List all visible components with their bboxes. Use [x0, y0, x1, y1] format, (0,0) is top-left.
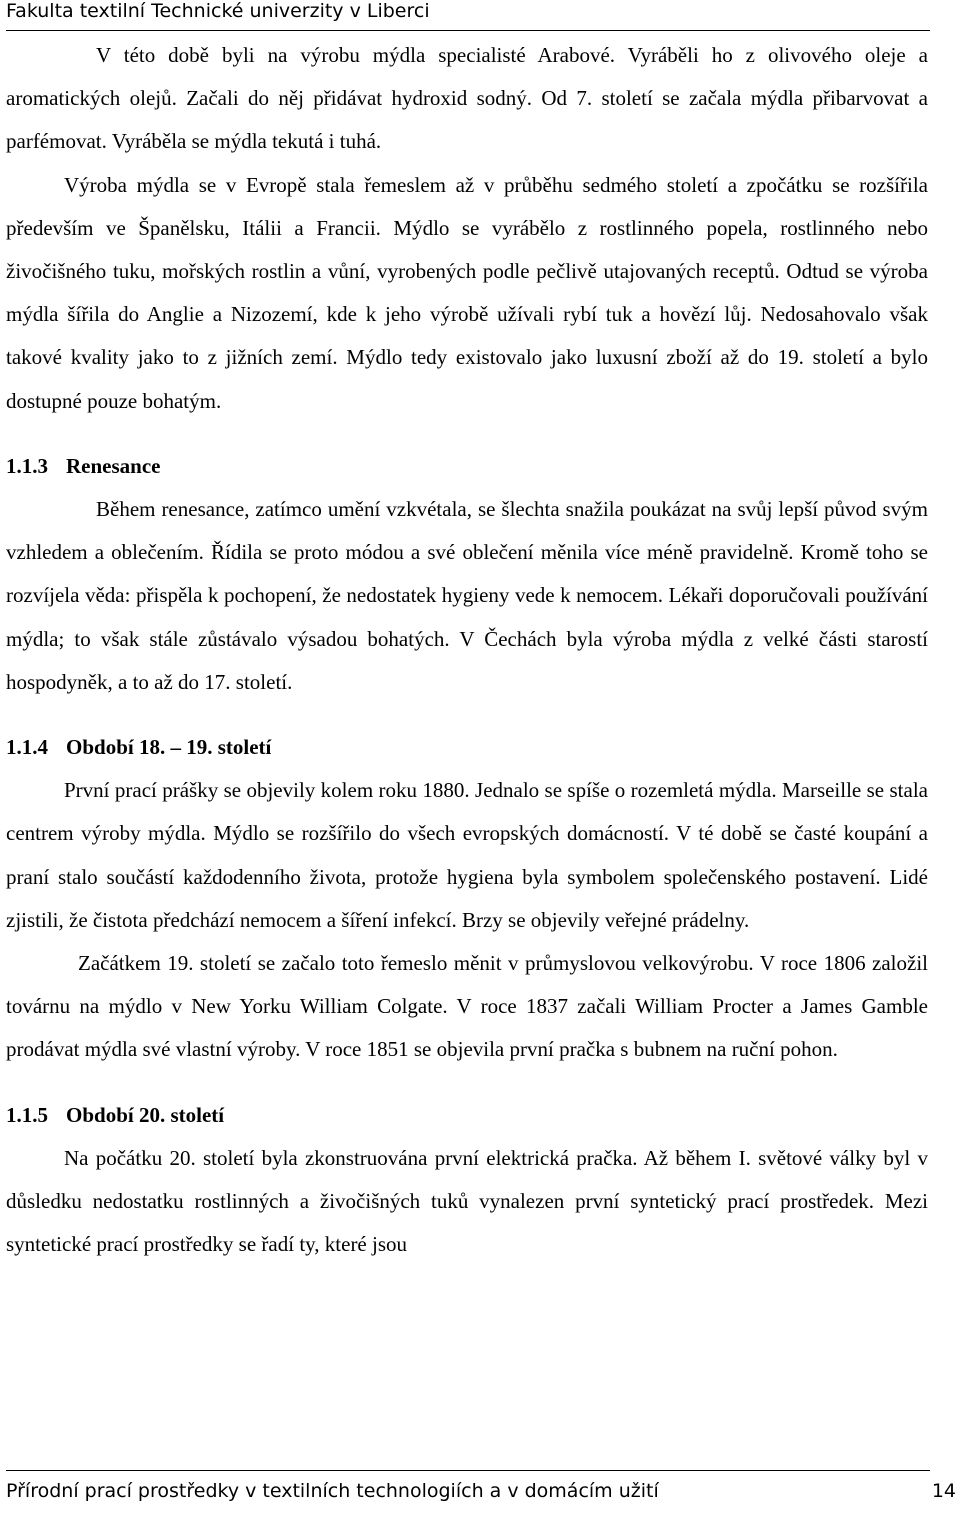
header-text: Fakulta textilní Technické univerzity v Liberci [6, 0, 430, 22]
paragraph-europe: Výroba mýdla se v Evropě stala řemeslem až v průběhu sedmého století a zpočátku se rozšířila především ve Španělsku, Itálii a Francii. Mýdlo se vyrábělo z rostlinného popela, rostlinného nebo živočišného tuku, mořských rostlin a vůní, vyrobených podle pečlivě utajovaných receptů. Odtud se výroba mýdla šířila do Anglie a Nizozemí, kde k jeho výrobě užívali rybí tuk a hovězí lůj. Nedosahovalo však takové kvality jako to z jižních zemí. Mýdlo tedy existovalo jako luxusní zboží až do 19. století a bylo dostupné pouze bohatým. [6, 172, 928, 413]
heading-20-century [6, 1094, 928, 1137]
heading-title: Období 18. – 19. století [66, 735, 272, 760]
running-footer [6, 1470, 956, 1503]
paragraph-washing-powders: První prací prášky se objevily kolem roku 1880. Jednalo se spíše o rozemletá mýdla. Marseille se stala centrem výroby mýdla. Mýdlo se rozšířilo do všech evropských domácností. V té době se časté koupání a praní stalo součástí každodenního života, protože hygiena byla symbolem společenského postavení. Lidé zjistili, že čistota předchází nemocem a šíření infekcí. Brzy se objevily veřejné prádelny. [6, 778, 928, 932]
page-number: 14 [931, 1480, 956, 1502]
heading-number: 1.1.3 [6, 453, 48, 478]
heading-renesance [6, 445, 928, 488]
paragraph-arabs: V této době byli na výrobu mýdla specialisté Arabové. Vyráběli ho z olivového oleje a aromatických olejů. Začali do něj přidávat hydroxid sodný. Od 7. století se začala mýdla přibarvovat a parfémovat. Vyráběla se mýdla tekutá i tuhá. [6, 43, 928, 154]
paragraph-industrial: Začátkem 19. století se začalo toto řemeslo měnit v průmyslovou velkovýrobu. V roce 1806 založil továrnu na mýdlo v New Yorku William Colgate. V roce 1837 začali William Procter a James Gamble prodávat mýdla své vlastní výroby. V roce 1851 se objevila první pračka s bubnem na ruční pohon. [6, 951, 928, 1062]
heading-number: 1.1.4 [6, 735, 48, 760]
heading-18-19-century [6, 726, 928, 769]
spacer [6, 1072, 928, 1094]
heading-title: Renesance [66, 453, 161, 478]
paragraph-20-century: Na počátku 20. století byla zkonstruována první elektrická pračka. Až během I. světové války byl v důsledku nedostatku rostlinných a živočišných tuků vynalezen první syntetický prací prostředek. Mezi syntetické prací prostředky se řadí ty, které jsou [6, 1145, 928, 1257]
running-header [6, 0, 930, 31]
footer-title: Přírodní prací prostředky v textilních technologiích a v domácím užití [6, 1480, 659, 1502]
paragraph-renesance: Během renesance, zatímco umění vzkvétala, se šlechta snažila poukázat na svůj lepší původ svým vzhledem a oblečením. Řídila se proto módou a své oblečení měnila více méně pravidelně. Kromě toho se rozvíjela věda: přispěla k pochopení, že nedostatek hygieny vede k nemocem. Lékaři doporučovali používání mýdla; to však stále zůstávalo výsadou bohatých. V Čechách byla výroba mýdla z velké části starostí hospodyněk, a to až do 17. století. [6, 497, 928, 694]
heading-title: Období 20. století [66, 1102, 225, 1127]
body-text [6, 34, 928, 1266]
spacer [6, 704, 928, 726]
spacer [6, 423, 928, 445]
heading-number: 1.1.5 [6, 1102, 48, 1127]
